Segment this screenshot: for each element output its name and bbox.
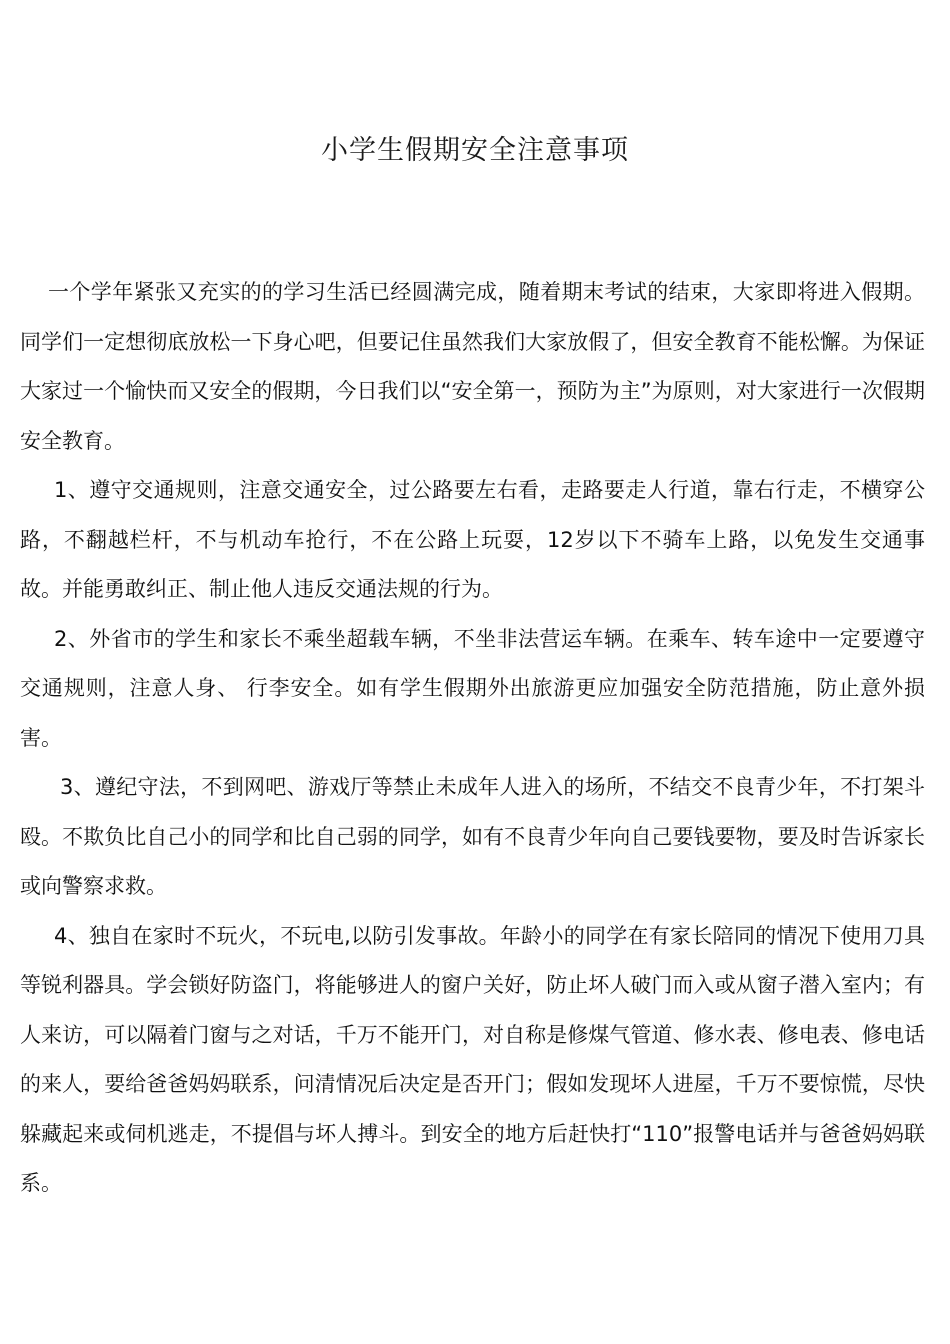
item-paragraph-3: 3、遵纪守法，不到网吧、游戏厅等禁止未成年人进入的场所，不结交不良青少年，不打架斗殴。不欺负比自己小的同学和比自己弱的同学，如有不良青少年向自己要钱要物，要及时告诉家长或向警察求救。 bbox=[20, 775, 925, 898]
document-title: 小学生假期安全注意事项 bbox=[321, 135, 629, 166]
document-body bbox=[20, 268, 925, 1209]
item-paragraph-1: 1、遵守交通规则，注意交通安全，过公路要左右看，走路要走人行道，靠右行走，不横穿公路，不翻越栏杆，不与机动车抢行，不在公路上玩耍，12岁以下不骑车上路，以免发生交通事故。并能勇敢纠正、制止他人违反交通法规的行为。 bbox=[20, 478, 925, 601]
item-paragraph-2: 2、外省市的学生和家长不乘坐超载车辆，不坐非法营运车辆。在乘车、转车途中一定要遵守交通规则，注意人身、 行李安全。如有学生假期外出旅游更应加强安全防范措施，防止意外损害。 bbox=[20, 626, 925, 750]
intro-paragraph: 一个学年紧张又充实的的学习生活已经圆满完成，随着期末考试的结束，大家即将进入假期。同学们一定想彻底放松一下身心吧，但要记住虽然我们大家放假了，但安全教育不能松懈。为保证大家过一个愉快而又安全的假期，今日我们以“安全第一，预防为主”为原则，对大家进行一次假期安全教育。 bbox=[20, 280, 925, 453]
item-paragraph-4: 4、独自在家时不玩火，不玩电,以防引发事故。年龄小的同学在有家长陪同的情况下使用刀具等锐利器具。学会锁好防盗门，将能够进人的窗户关好，防止坏人破门而入或从窗子潜入室内；有人来访，可以隔着门窗与之对话，千万不能开门，对自称是修煤气管道、修水表、修电表、修电话的来人，要给爸爸妈妈联系，问清情况后决定是否开门；假如发现坏人进屋，千万不要惊慌，尽快躲藏起来或伺机逃走，不提倡与坏人搏斗。到安全的地方后赶快打“110”报警电话并与爸爸妈妈联系。 bbox=[20, 923, 925, 1195]
